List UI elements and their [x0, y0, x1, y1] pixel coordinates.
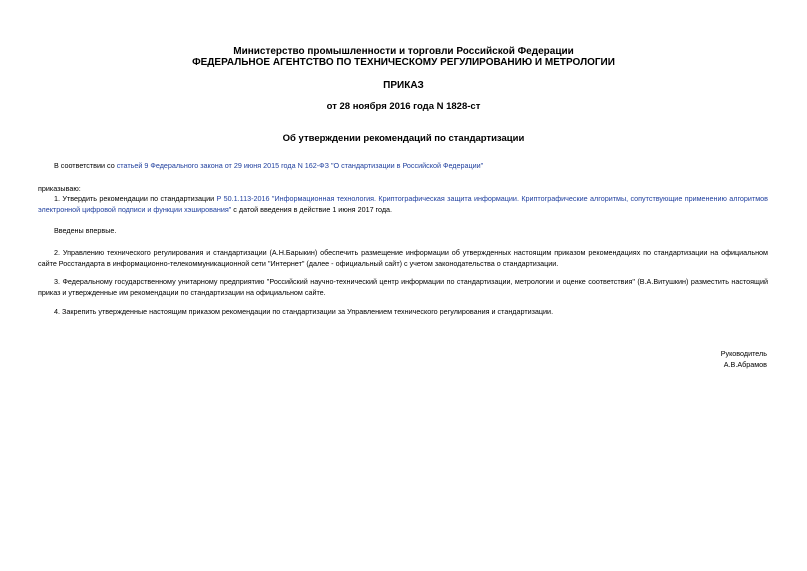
agency-title: ФЕДЕРАЛЬНОЕ АГЕНТСТВО ПО ТЕХНИЧЕСКОМУ РЕГУЛИРОВАНИЮ И МЕТРОЛОГИИ — [192, 57, 615, 68]
law-link[interactable]: статьей 9 Федерального закона от 29 июня 2015 года N 162-ФЗ "О стандартизации в Российской Федерации" — [116, 161, 484, 170]
doc-type: ПРИКАЗ — [383, 80, 424, 91]
signature-name: А.В.Абрамов — [723, 360, 767, 369]
paragraph-preamble — [38, 160, 768, 171]
paragraph-item-4: 4. Закрепить утвержденные настоящим приказом рекомендации по стандартизации за Управлением технического регулирования и стандартизации. — [54, 307, 554, 316]
paragraph-introduced: Введены впервые. — [54, 226, 117, 235]
doc-subject: Об утверждении рекомендаций по стандартизации — [282, 133, 525, 144]
paragraph-order: приказываю: — [38, 184, 81, 193]
preamble-text: В соответствии со — [54, 161, 117, 170]
ministry-title: Министерство промышленности и торговли Российской Федерации — [233, 46, 574, 57]
doc-date-number: от 28 ноября 2016 года N 1828-ст — [326, 101, 481, 112]
item-1-suffix: с датой введения в действие 1 июня 2017 года. — [231, 205, 393, 214]
paragraph-item-3: 3. Федеральному государственному унитарному предприятию "Российский научно-технический центр информации по стандартизации, метрологии и оценке соответствия" (В.А.Витушкин) разместить настоящий приказ и утвержденные им рекомендации по стандартизации на официальном сайте. — [38, 277, 768, 297]
paragraph-item-1 — [38, 193, 768, 215]
item-1-prefix: 1. Утвердить рекомендации по стандартизации — [54, 194, 217, 203]
paragraph-item-2: 2. Управлению технического регулирования и стандартизации (А.Н.Барыкин) обеспечить размещение информации об утвержденных настоящим приказом рекомендациях по стандартизации на официальном сайте Росстандарта в информационно-телекоммуникационной сети "Интернет" (далее - официальный сайт) с учетом законодательства о стандартизации. — [38, 248, 768, 268]
standard-link[interactable]: Р 50.1.113-2016 "Информационная технология. Криптографическая защита информации. Криптографические алгоритмы, сопутствующие применению алгоритмов электронной цифровой подписи и функции хэширования" — [38, 194, 768, 214]
signature-title: Руководитель — [720, 349, 767, 358]
